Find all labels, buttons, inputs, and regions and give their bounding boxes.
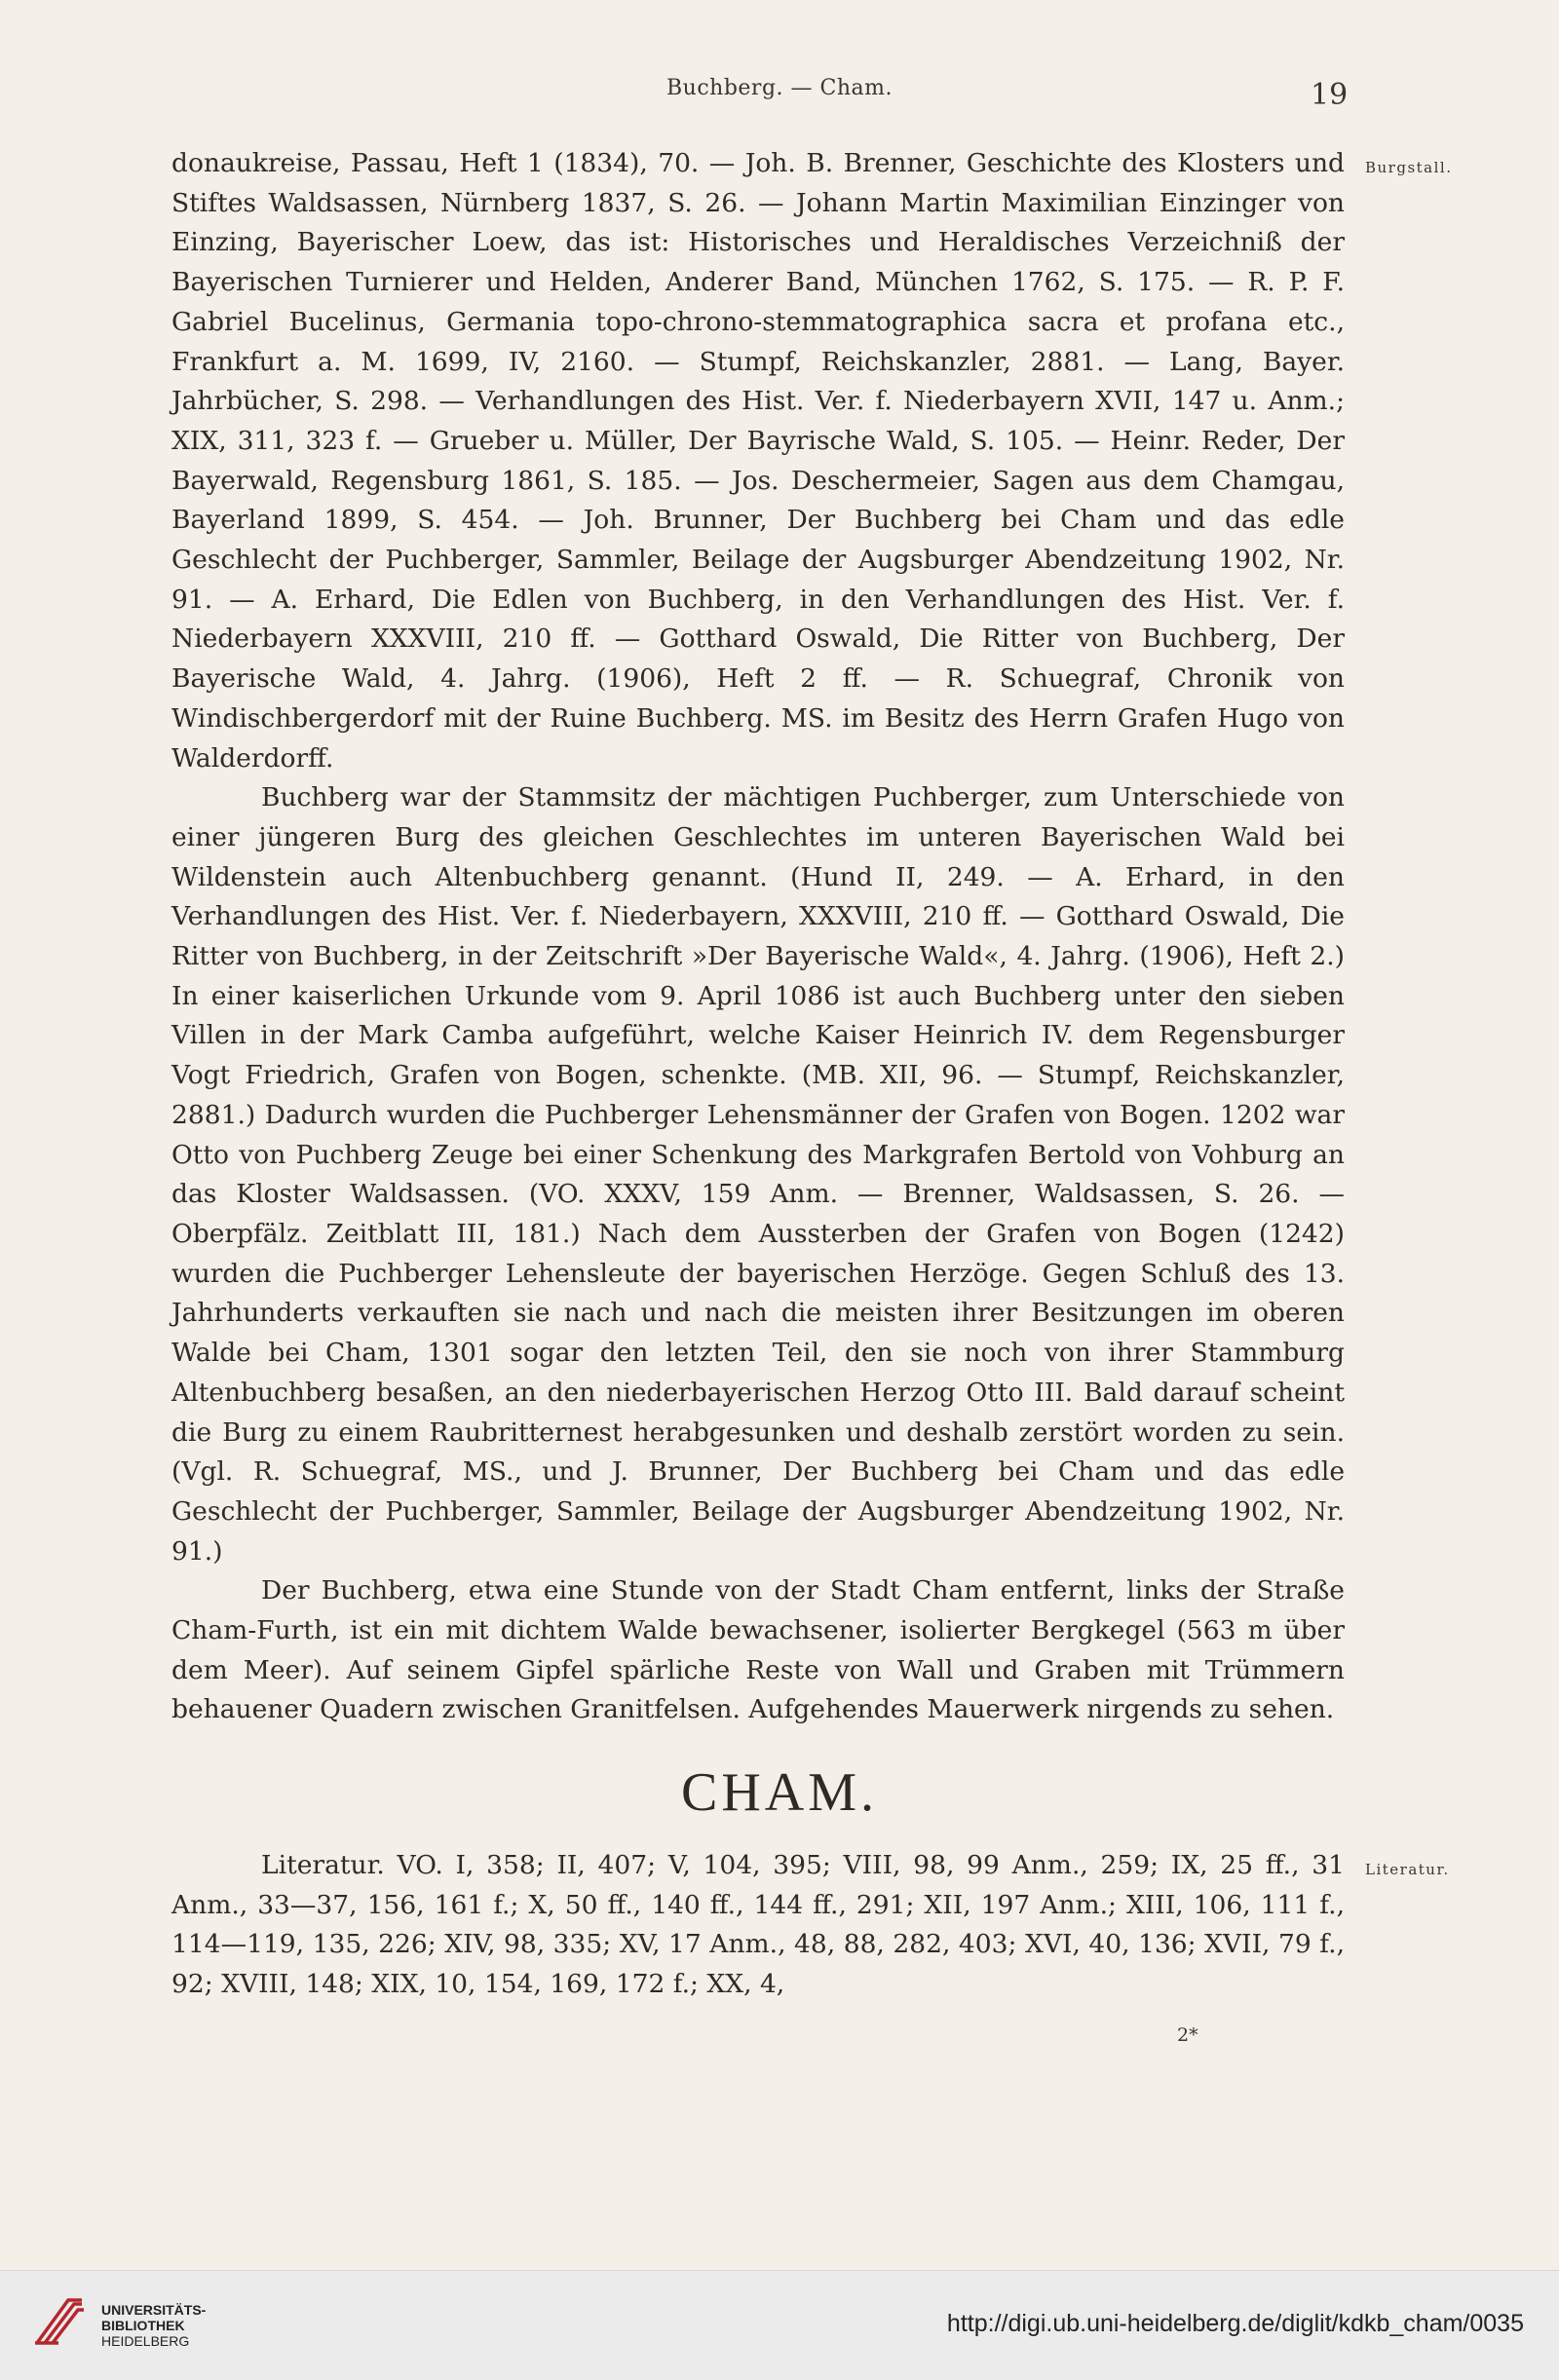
library-name-line1: UNIVERSITÄTS- — [101, 2302, 207, 2318]
digitization-footer — [0, 2270, 1559, 2380]
library-name-line3: HEIDELBERG — [101, 2333, 190, 2349]
permalink-url[interactable]: http://digi.ub.uni-heidelberg.de/diglit/kdkb_cham/0035 — [946, 2310, 1524, 2337]
library-logo-icon — [29, 2290, 90, 2351]
history-paragraph: Buchberg war der Stammsitz der mächtigen Puchberger, zum Unterschiede von einer jüngeren Burg des gleichen Geschlechtes im unteren Bayerischen Wald bei Wildenstein auch Altenbuchberg genannt. (Hund II, 249. — A. Erhard, in den Verhandlungen des Hist. Ver. f. Niederbayern, XXXVIII, 210 ff. — Gotthard Oswald, Die Ritter von Buchberg, in der Zeitschrift »Der Bayerische Wald«, 4. Jahrg. (1906), Heft 2.) In einer kaiserlichen Urkunde vom 9. April 1086 ist auch Buchberg unter den sieben Villen in der Mark Camba aufgeführt, welche Kaiser Heinrich IV. dem Regensburger Vogt Friedrich, Grafen von Bogen, schenkte. (MB. XII, 96. — Stumpf, Reichskanzler, 2881.) Dadurch wurden die Puchberger Lehensmänner der Grafen von Bogen. 1202 war Otto von Puchberg Zeuge bei einer Schenkung des Markgrafen Bertold von Vohburg an das Kloster Waldsassen. (VO. XXXV, 159 Anm. — Brenner, Waldsassen, S. 26. — Oberpfälz. Zeitblatt III, 181.) Nach dem Aussterben der Grafen von Bogen (1242) wurden die Puchberger Lehensleute der bayerischen Herzöge. Gegen Schluß des 13. Jahrhunderts verkauften sie nach und nach die meisten ihrer Besitzungen im oberen Walde bei Cham, 1301 sogar den letzten Teil, den sie noch von ihrer Stammburg Altenbuchberg besaßen, an den niederbayerischen Herzog Otto III. Bald darauf scheint die Burg zu einem Raubritternest herabgesunken und deshalb zerstört worden zu sein. (Vgl. R. Schuegraf, MS., und J. Brunner, Der Buchberg bei Cham und das edle Geschlecht der Puchberger, Sammler, Beilage der Augsburger Abendzeitung 1902, Nr. 91.) — [171, 782, 1345, 1567]
body-text-upper — [171, 144, 1345, 1730]
library-name-line2: BIBLIOTHEK — [101, 2318, 185, 2333]
page-number: 19 — [1311, 78, 1349, 112]
description-paragraph: Der Buchberg, etwa eine Stunde von der Stadt Cham entfernt, links der Straße Cham-Furth, ist ein mit dichtem Walde bewachsener, isolierter Bergkegel (563 m über dem Meer). Auf seinem Gipfel spärliche Reste von Wall und Graben mit Trümmern behauener Quadern zwischen Granitfelsen. Aufgehendes Mauerwerk nirgends zu sehen. — [171, 1575, 1345, 1725]
section-heading-cham: CHAM. — [680, 1762, 879, 1823]
margin-note-literatur: Literatur. — [1365, 1861, 1450, 1878]
running-title: Buchberg. — Cham. — [666, 76, 893, 100]
literature-paragraph: Literatur. VO. I, 358; II, 407; V, 104, 395; VIII, 98, 99 Anm., 259; IX, 25 ff., 31 Anm., 33—37, 156, 161 f.; X, 50 ff., 140 ff., 144 ff., 291; XII, 197 Anm.; XIII, 106, 111 f., 114—119, 135, 226; XIV, 98, 335; XV, 17 Anm., 48, 88, 282, 403; XVI, 40, 136; XVII, 79 f., 92; XVIII, 148; XIX, 10, 154, 169, 172 f.; XX, 4, — [171, 1850, 1345, 2000]
margin-note-burgstall: Burgstall. — [1365, 159, 1453, 176]
body-text-lower — [171, 1846, 1345, 2005]
bibliography-paragraph: donaukreise, Passau, Heft 1 (1834), 70. — Joh. B. Brenner, Geschichte des Klosters und Stiftes Waldsassen, Nürnberg 1837, S. 26. — Johann Martin Maximilian Einzinger von Einzing, Bayerischer Loew, das ist: Historisches und Heraldisches Verzeichniß der Bayerischen Turnierer und Helden, Anderer Band, München 1762, S. 175. — R. P. F. Gabriel Bucelinus, Germania topo-chrono-stemmatographica sacra et profana etc., Frankfurt a. M. 1699, IV, 2160. — Stumpf, Reichskanzler, 2881. — Lang, Bayer. Jahrbücher, S. 298. — Verhandlungen des Hist. Ver. f. Niederbayern XVII, 147 u. Anm.; XIX, 311, 323 f. — Grueber u. Müller, Der Bayrische Wald, S. 105. — Heinr. Reder, Der Bayerwald, Regensburg 1861, S. 185. — Jos. Deschermeier, Sagen aus dem Chamgau, Bayerland 1899, S. 454. — Joh. Brunner, Der Buchberg bei Cham und das edle Geschlecht der Puchberger, Sammler, Beilage der Augsburger Abendzeitung 1902, Nr. 91. — A. Erhard, Die Edlen von Buchberg, in den Verhandlungen des Hist. Ver. f. Niederbayern XXXVIII, 210 ff. — Gotthard Oswald, Die Ritter von Buchberg, Der Bayerische Wald, 4. Jahrg. (1906), Heft 2 ff. — R. Schuegraf, Chronik von Windischbergerdorf mit der Ruine Buchberg. MS. im Besitz des Herrn Grafen Hugo von Walderdorff. — [171, 148, 1345, 774]
signature-mark: 2* — [1177, 2024, 1198, 2046]
library-name — [101, 2302, 206, 2349]
